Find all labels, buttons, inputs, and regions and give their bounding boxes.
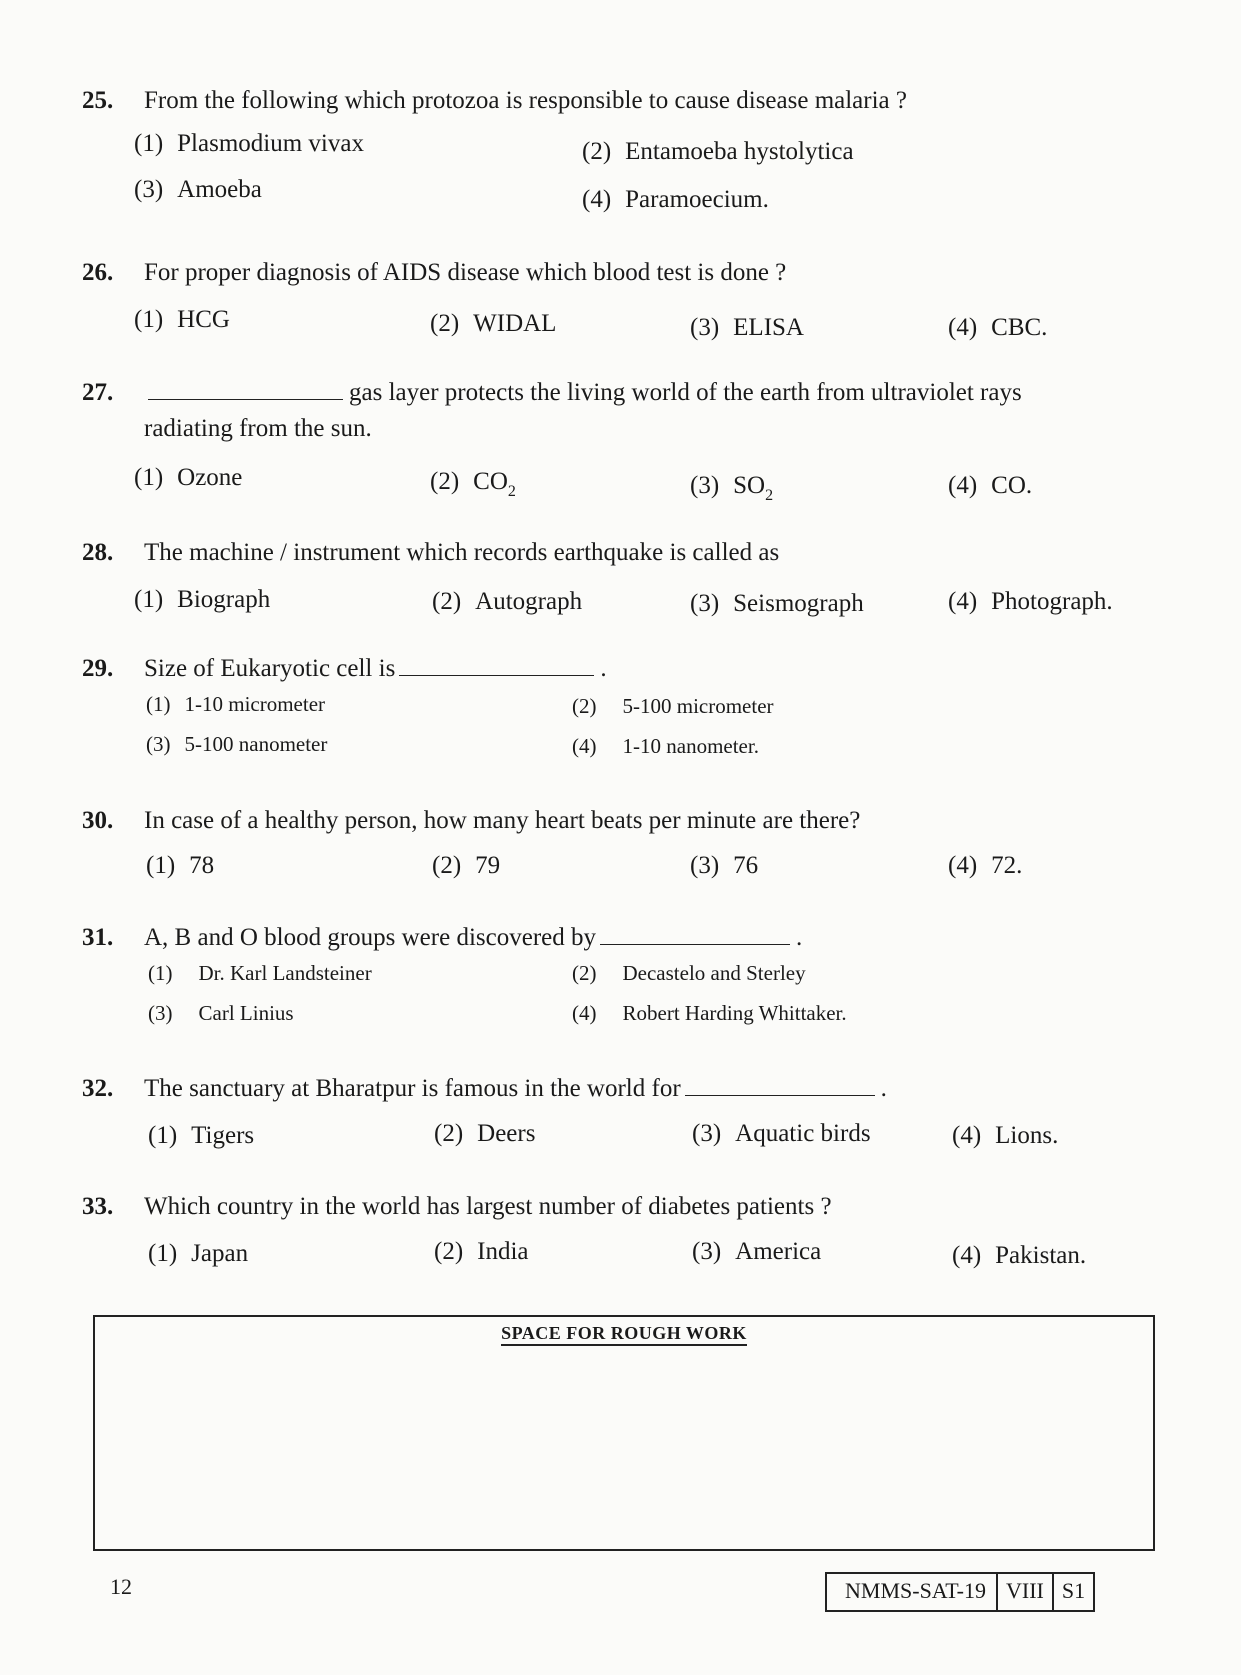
set-code: S1 <box>1052 1574 1093 1610</box>
option-2: (2) Entamoeba hystolytica <box>582 138 854 165</box>
option-1: (1) 1-10 micrometer <box>146 692 326 716</box>
option-4: (4) CBC. <box>948 314 1048 341</box>
answer-blank <box>685 1073 875 1096</box>
option-1: (1) Japan <box>148 1240 249 1267</box>
option-2: (2) Autograph <box>432 588 583 615</box>
question-text: Size of Eukaryotic cell is . <box>144 655 607 682</box>
question-text: Which country in the world has largest number of diabetes patients ? <box>144 1193 832 1220</box>
rough-work-title: SPACE FOR ROUGH WORK <box>95 1323 1153 1344</box>
option-4: (4) Lions. <box>952 1122 1059 1149</box>
question-text: In case of a healthy person, how many heart beats per minute are there? <box>144 807 861 834</box>
class-code: VIII <box>996 1574 1052 1610</box>
option-4: (4) Paramoecium. <box>582 186 769 213</box>
question-text: From the following which protozoa is responsible to cause disease malaria ? <box>144 87 907 114</box>
option-3: (3) 76 <box>690 852 759 879</box>
question-number: 31. <box>82 924 114 951</box>
question-28 <box>82 536 1162 617</box>
question-number: 32. <box>82 1075 114 1102</box>
option-1: (1) Tigers <box>148 1122 255 1149</box>
option-1: (1) Ozone <box>134 464 243 491</box>
question-27 <box>82 376 1162 504</box>
option-2: (2) $CO_2$ <box>430 468 516 500</box>
question-number: 28. <box>82 539 114 566</box>
question-text: The sanctuary at Bharatpur is famous in the world for . <box>144 1075 887 1102</box>
option-3: (3) Amoeba <box>134 176 262 203</box>
option-2: (2) Decastelo and Sterley <box>572 961 806 985</box>
option-1: (1) Plasmodium vivax <box>134 130 364 157</box>
option-3: (3) Carl Linius <box>148 1001 294 1025</box>
option-4: (4) Pakistan. <box>952 1242 1087 1269</box>
question-25 <box>82 84 1162 213</box>
question-33 <box>82 1190 1162 1269</box>
option-2: (2) 5-100 micrometer <box>572 694 774 718</box>
option-4: (4) 72. <box>948 852 1023 879</box>
option-1: (1) Biograph <box>134 586 271 613</box>
question-text: The machine / instrument which records earthquake is called as <box>144 539 780 566</box>
question-32 <box>82 1072 1162 1149</box>
option-4: (4) CO. <box>948 472 1033 499</box>
question-text: A, B and O blood groups were discovered by . <box>144 924 803 951</box>
option-4: (4) Robert Harding Whittaker. <box>572 1001 847 1025</box>
option-1: (1) 78 <box>146 852 215 879</box>
option-1: (1) HCG <box>134 306 230 333</box>
question-number: 33. <box>82 1193 114 1220</box>
question-number: 26. <box>82 259 114 286</box>
page-number: 12 <box>110 1574 132 1599</box>
question-26 <box>82 256 1162 341</box>
rough-work-box <box>93 1315 1155 1551</box>
question-number: 27. <box>82 379 114 406</box>
option-1: (1) Dr. Karl Landsteiner <box>148 961 372 985</box>
option-3: (3) Aquatic birds <box>692 1120 871 1147</box>
paper-code-box <box>825 1572 1095 1612</box>
question-31 <box>82 921 1162 1025</box>
option-3: (3) ELISA <box>690 314 804 341</box>
answer-blank <box>600 922 790 945</box>
option-3: (3) Seismograph <box>690 590 864 617</box>
question-number: 30. <box>82 807 114 834</box>
option-2: (2) WIDAL <box>430 310 557 337</box>
option-3: (3) 5-100 nanometer <box>146 732 328 756</box>
option-2: (2) Deers <box>434 1120 536 1147</box>
option-4: (4) Photograph. <box>948 588 1113 615</box>
question-30 <box>82 804 1162 879</box>
option-4: (4) 1-10 nanometer. <box>572 734 759 758</box>
question-text: For proper diagnosis of AIDS disease which blood test is done ? <box>144 259 787 286</box>
option-2: (2) India <box>434 1238 529 1265</box>
answer-blank <box>148 377 343 400</box>
paper-code: NMMS-SAT-19 <box>845 1578 987 1603</box>
option-2: (2) 79 <box>432 852 501 879</box>
question-number: 25. <box>82 87 114 114</box>
question-number: 29. <box>82 655 114 682</box>
question-text-line2: radiating from the sun. <box>144 415 372 442</box>
answer-blank <box>399 653 594 676</box>
question-text: gas layer protects the living world of the earth from ultraviolet rays <box>144 376 1022 410</box>
option-3: (3) $SO_2$ <box>690 472 774 504</box>
question-29 <box>82 652 1162 758</box>
option-3: (3) America <box>692 1238 822 1265</box>
